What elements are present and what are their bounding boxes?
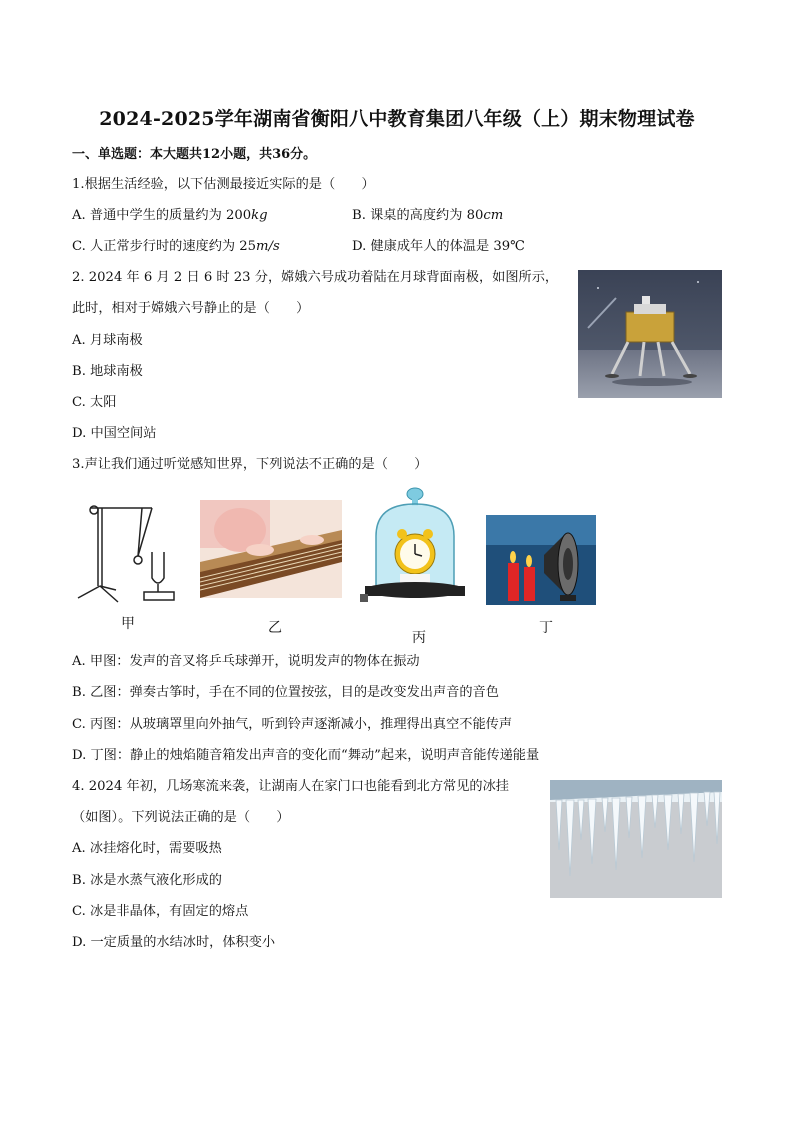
q3-option-c: C. 丙图：从玻璃罩里向外抽气，听到铃声逐渐减小，推理得出真空不能传声 [72,717,513,732]
question-3-stem: 3.声让我们通过听觉感知世界，下列说法不正确的是（ ） [72,457,428,472]
q4-option-d: D. 一定质量的水结冰时，体积变小 [72,935,276,950]
question-1-stem: 1.根据生活经验，以下估测最接近实际的是（ ） [72,177,375,192]
q2-option-c: C. 太阳 [72,395,117,410]
q2-option-a: A. 月球南极 [72,333,143,348]
q3-option-d: D. 丁图：静止的烛焰随音箱发出声音的变化而“舞动”起来，说明声音能传递能量 [72,748,540,763]
caption-jia: 甲 [121,616,135,632]
caption-yi: 乙 [268,620,282,636]
q1-option-c: C. 人正常步行时的速度约为 25m/s [72,239,280,254]
question-2-stem-line2: 此时，相对于嫦娥六号静止的是（ ） [72,301,310,316]
q4-option-a: A. 冰挂熔化时，需要吸热 [72,841,222,856]
q4-option-c: C. 冰是非晶体，有固定的熔点 [72,904,249,919]
q2-option-b: B. 地球南极 [72,364,143,379]
q1-option-b: B. 课桌的高度约为 80cm [352,208,504,223]
q3-option-a: A. 甲图：发声的音叉将乒乓球弹开，说明发声的物体在振动 [72,654,420,669]
caption-ding: 丁 [539,620,553,636]
q3-option-b: B. 乙图：弹奏古筝时，手在不同的位置按弦，目的是改变发出声音的音色 [72,685,499,700]
guzheng-image [200,500,342,598]
section-heading: 一、单选题：本大题共12小题，共36分。 [72,147,317,162]
q4-option-b: B. 冰是水蒸气液化形成的 [72,873,222,888]
question-2-stem-line1: 2. 2024 年 6 月 2 日 6 时 23 分，嫦娥六号成功着陆在月球背面南极，如图所示， [72,270,559,285]
q1-option-a: A. 普通中学生的质量约为 200kg [72,208,268,223]
lunar-lander-image [578,270,722,398]
q1-option-d: D. 健康成年人的体温是 39℃ [352,239,525,254]
question-4-stem-line2: （如图）。下列说法正确的是（ ） [72,810,290,825]
bell-jar-figure [360,486,470,610]
question-4-stem-line1: 4. 2024 年初，几场寒流来袭，让湖南人在家门口也能看到北方常见的冰挂 [72,779,509,794]
icicles-image [550,780,722,898]
tuning-fork-figure [72,498,184,608]
exam-title: 2024-2025学年湖南省衡阳八中教育集团八年级（上）期末物理试卷 [99,108,695,130]
q2-option-d: D. 中国空间站 [72,426,157,441]
candle-speaker-image [486,515,596,605]
caption-bing: 丙 [412,630,426,646]
